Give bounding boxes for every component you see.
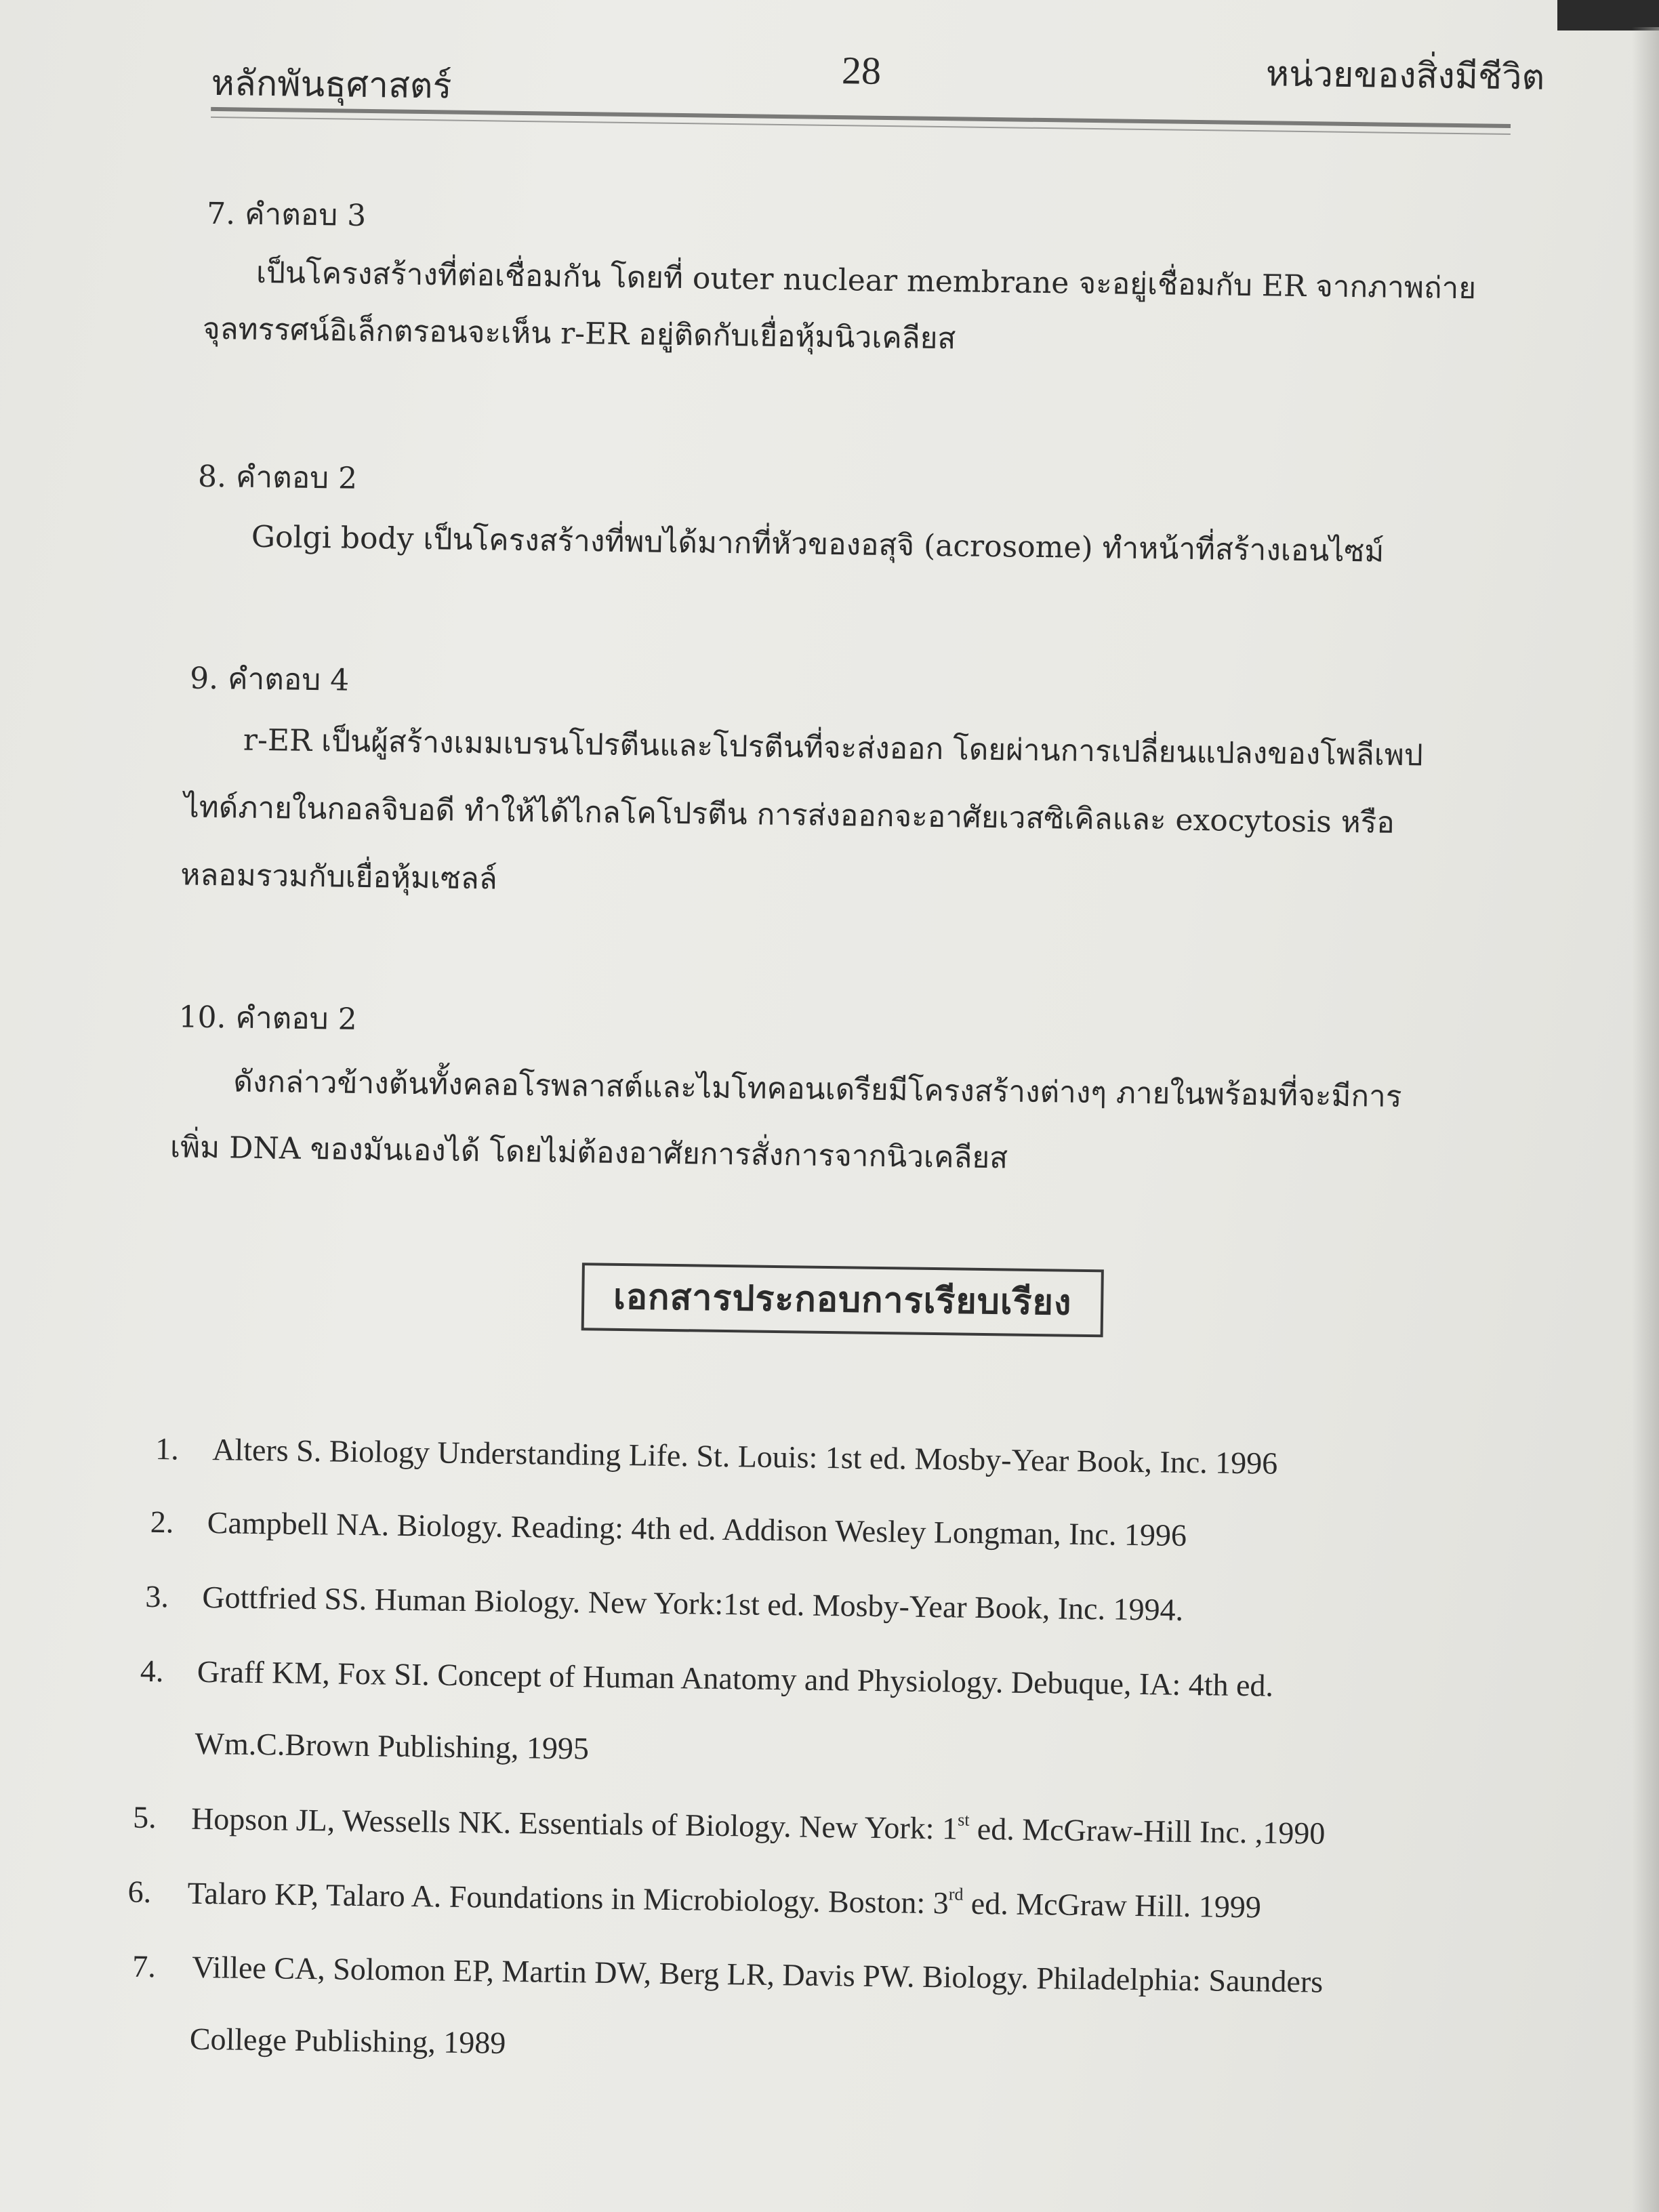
reference-number: 6. [127,1874,152,1909]
reference-text: Hopson JL, Wessells NK. Essentials of Biology. New York: 1 [190,1801,958,1846]
reference-number: 7. [131,1948,157,1984]
reference-superscript: rd [948,1884,964,1904]
reference-number: 5. [132,1799,157,1835]
answer-heading [178,993,357,1042]
reference-number: 1. [155,1431,180,1467]
answer-number: 7. [206,196,236,232]
answer-line: จุลทรรศน์อิเล็กตรอนจะเห็น r-ER อยู่ติดกับเยื่อหุ้มนิวเคลียส [202,311,956,356]
answer-label: คำตอบ 2 [235,1000,357,1037]
answer-line: ดังกล่าวข้างต้นทั้งคลอโรพลาสต์และไมโทคอนเดรียมีโครงสร้างต่างๆ ภายในพร้อมที่จะมีการ [233,1064,1402,1115]
answer-line: เป็นโครงสร้างที่ต่อเชื่อมกัน โดยที่ outer nuclear membrane จะอยู่เชื่อมกับ ER จากภาพถ่าย [255,255,1477,306]
reference-number: 2. [150,1504,174,1540]
answer-label: คำตอบ 4 [227,661,350,698]
running-header-right: หน่วยของสิ่งมีชีวิต [1265,54,1545,98]
reference-text: ed. McGraw-Hill Inc. ,1990 [969,1811,1326,1851]
reference-item-continuation: Wm.C.Brown Publishing, 1995 [194,1725,590,1766]
reference-number: 3. [145,1578,169,1614]
page-number: 28 [841,48,882,93]
answer-line: เพิ่ม DNA ของมันเองได้ โดยไม่ต้องอาศัยการสั่งการจากนิวเคลียส [169,1130,1008,1176]
reference-item: Campbell NA. Biology. Reading: 4th ed. Addison Wesley Longman, Inc. 1996 [207,1505,1187,1553]
reference-text: Talaro KP, Talaro A. Foundations in Microbiology. Boston: 3 [187,1875,949,1921]
answer-line: ไทด์ภายในกอลจิบอดี ทำให้ได้ไกลโคโปรตีน การส่งออกจะอาศัยเวสซิเคิลและ exocytosis หรือ [184,790,1395,840]
reference-number: 4. [140,1653,164,1689]
reference-superscript: st [958,1809,970,1830]
references-title: เอกสารประกอบการเรียบเรียง [581,1263,1104,1337]
answer-label: คำตอบ 2 [235,459,358,496]
running-header-left: หลักพันธุศาสตร์ [211,62,452,107]
reference-item [191,1800,1326,1851]
answer-line: r-ER เป็นผู้สร้างเมมเบรนโปรตีนและโปรตีนที่จะส่งออก โดยผ่านการเปลี่ยนแปลงของโพลีเพป [243,722,1424,773]
answer-heading [207,190,367,239]
answer-label: คำตอบ 3 [244,197,367,233]
answer-number: 9. [189,661,219,697]
reference-item: Graff KM, Fox SI. Concept of Human Anatomy and Physiology. Debuque, IA: 4th ed. [197,1654,1274,1703]
answer-line: หลอมรวมกับเยื่อหุ้มเซลล์ [180,857,498,897]
answer-heading [198,453,358,502]
reference-item-continuation: College Publishing, 1989 [189,2021,506,2060]
answer-line: Golgi body เป็นโครงสร้างที่พบได้มากที่หัวของอสุจิ (acrosome) ทำหน้าที่สร้างเอนไซม์ [251,519,1385,569]
answer-number: 8. [197,459,227,495]
reference-item: Alters S. Biology Understanding Life. St. Louis: 1st ed. Mosby-Year Book, Inc. 1996 [211,1432,1278,1481]
answer-number: 10. [178,1000,226,1036]
answer-heading [190,655,350,704]
reference-text: ed. McGraw Hill. 1999 [963,1885,1262,1925]
reference-item: Gottfried SS. Human Biology. New York:1st ed. Mosby-Year Book, Inc. 1994. [202,1579,1184,1627]
reference-item [187,1875,1261,1925]
reference-item: Villee CA, Solomon EP, Martin DW, Berg LR, Davis PW. Biology. Philadelphia: Saunders [191,1949,1324,1999]
